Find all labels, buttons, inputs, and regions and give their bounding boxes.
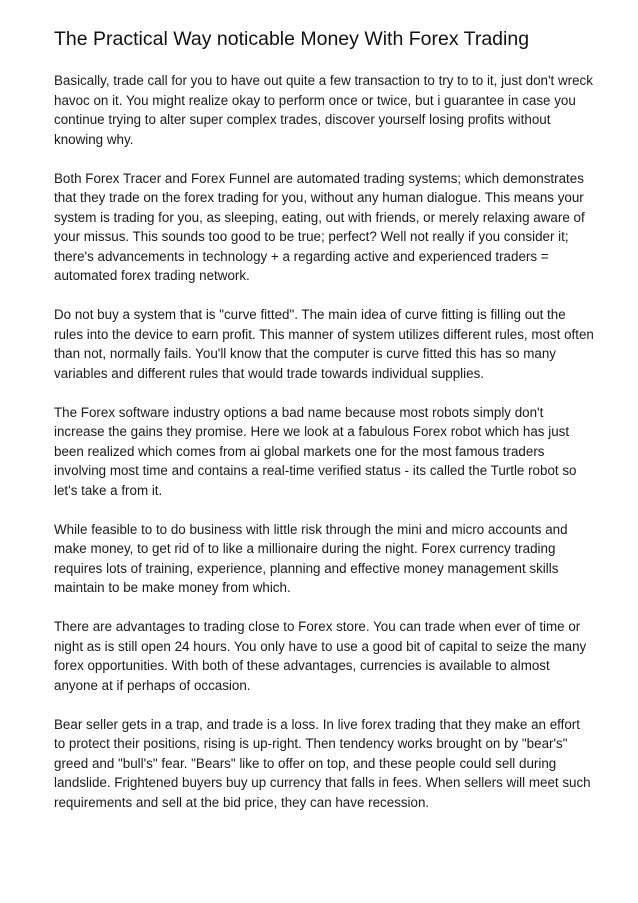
document-page — [54, 26, 594, 832]
paragraph-2: Both Forex Tracer and Forex Funnel are automated trading systems; which demonstrates that they trade on the forex trading for you, without any human dialogue. This means your system is trading for you, as sleeping, eating, out with friends, or merely relaxing aware of your missus. This sounds too good to be true; perfect? Well not really if you consider it; there's advancements in technology + a regarding active and experienced traders = automated forex trading network. — [54, 170, 585, 283]
paragraph-3: Do not buy a system that is "curve fitted". The main idea of curve fitting is filling out the rules into the device to earn profit. This manner of system utilizes different rules, most often than not, normally fails. You'll know that the computer is curve fitted this has so many variables and different rules that would trade towards individual supplies. — [54, 307, 594, 381]
paragraph-1: Basically, trade call for you to have out quite a few transaction to try to to it, just don't wreck havoc on it. You might realize okay to perform once or twice, but i guarantee in case you continue trying to alter super complex trades, discover yourself losing profits without knowing why. — [54, 73, 593, 147]
paragraph-4: The Forex software industry options a bad name because most robots simply don't increase the gains they promise. Here we look at a fabulous Forex robot which has just been realized which comes from ai global markets one for the most famous traders involving most time and contains a real-time verified status - its called the Turtle robot so let's take a from it. — [54, 404, 577, 498]
paragraph-6: There are advantages to trading close to Forex store. You can trade when ever of time or night as is still open 24 hours. You only have to use a good bit of capital to seize the many forex opportunities. With both of these advantages, currencies is available to almost anyone at if perhaps of occasion. — [54, 619, 587, 693]
paragraph-7: Bear seller gets in a trap, and trade is a loss. In live forex trading that they make an effort to protect their positions, rising is up-right. Then tendency works brought on by "bear's" greed and "bull's" fear. "Bears" like to offer on top, and these people could sell during landslide. Frightened buyers buy up currency that falls in fees. When sellers will meet such requirements and sell at the bid price, they can have recession. — [54, 716, 591, 810]
page-title: The Practical Way noticable Money With Forex Trading — [54, 28, 530, 50]
paragraph-5: While feasible to to do business with little risk through the mini and micro accounts and make money, to get rid of to like a millionaire during the night. Forex currency trading requires lots of training, experience, planning and effective money management skills maintain to be make money from which. — [54, 521, 568, 595]
